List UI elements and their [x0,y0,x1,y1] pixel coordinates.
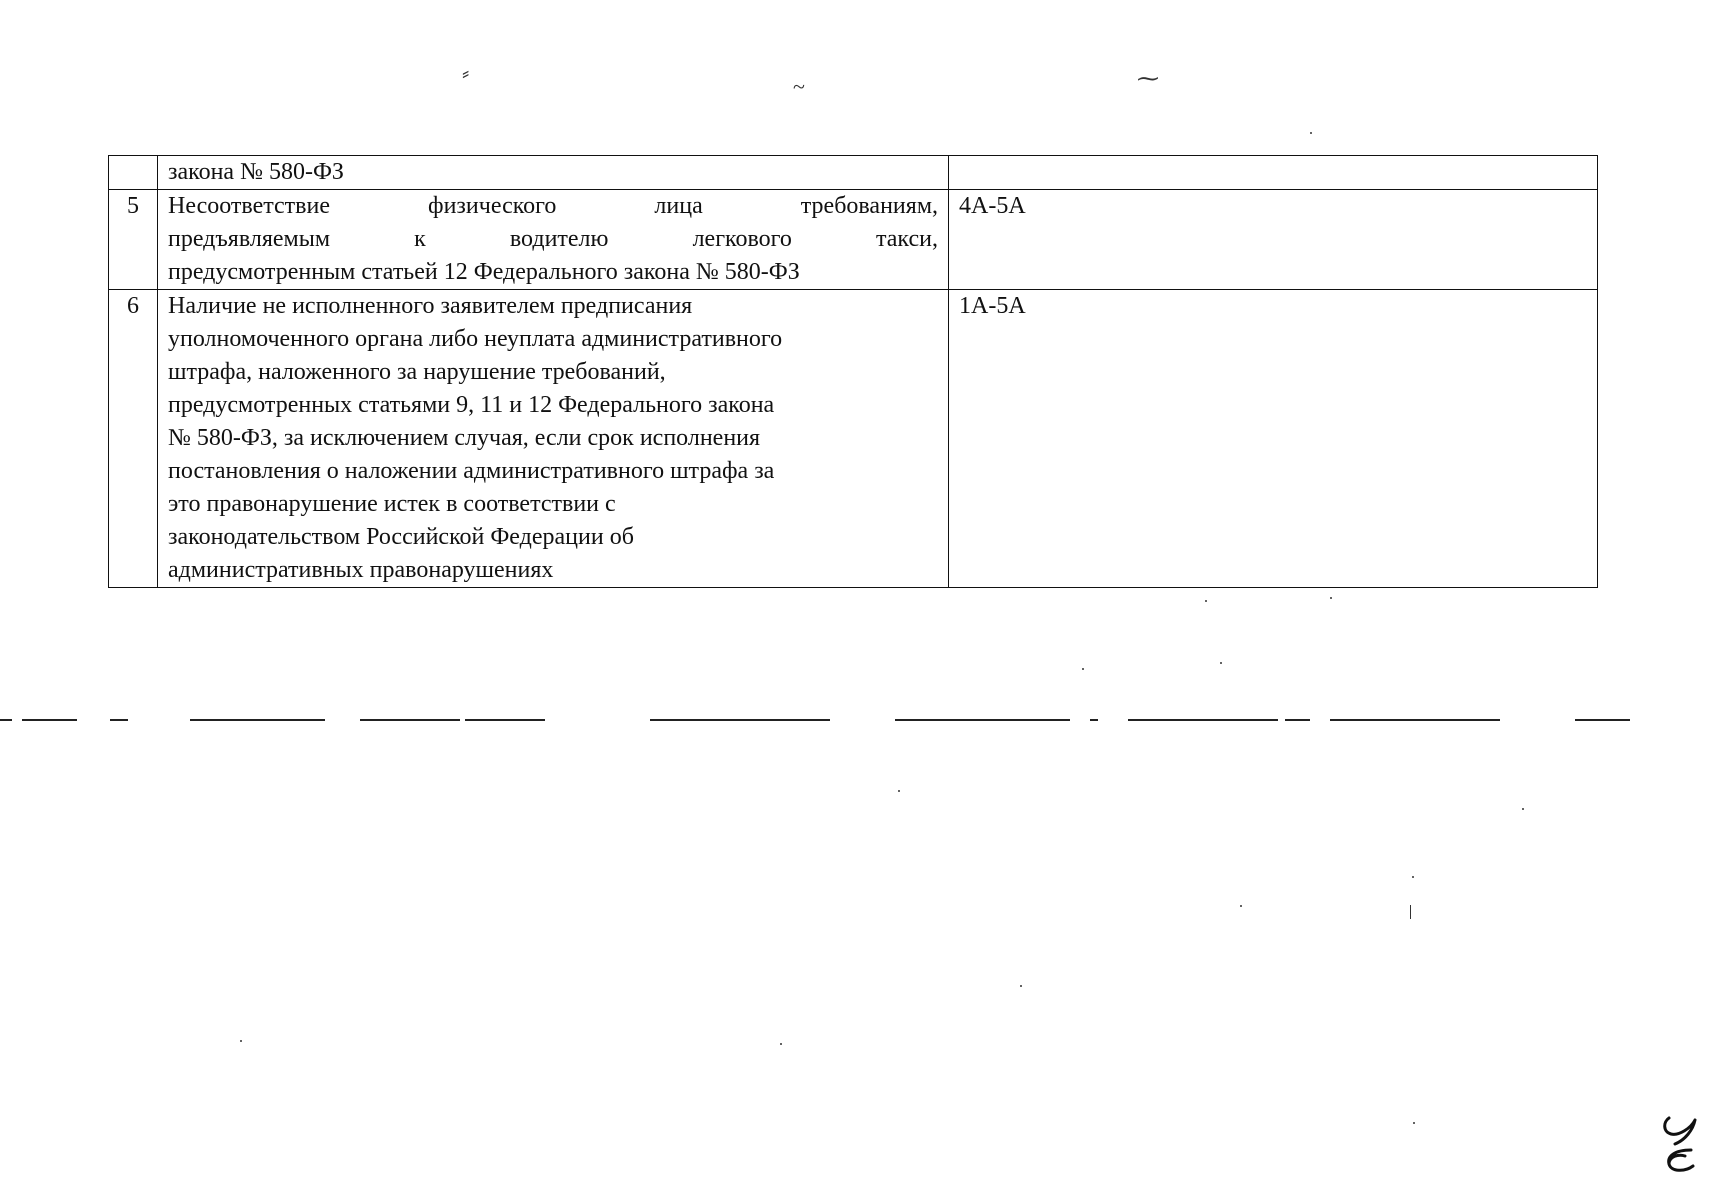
scan-mark: ⁓ [1137,66,1159,91]
row-number: 6 [109,290,158,588]
text-line: закона № 580-ФЗ [168,159,344,185]
scan-mark: ~ [793,74,805,99]
scan-speck [1412,876,1414,878]
scan-speck [1020,985,1022,987]
row-number [109,156,158,190]
scan-speck [1522,808,1524,810]
scan-speck [1240,905,1242,907]
row-number: 5 [109,190,158,290]
scan-speck [898,790,900,792]
row-code [949,156,1598,190]
scan-speck [1413,1122,1415,1124]
table-row [109,156,1598,190]
text-line: № 580-ФЗ, за исключением случая, если срок исполнения [168,425,761,451]
scan-speck [1410,905,1411,919]
scan-speck [1082,668,1084,670]
text-line: предъявляемым к водителю легкового такси, [168,226,938,252]
text-line: Несоответствие физического лица требованиям, [168,193,938,219]
separator-line [0,719,1640,721]
row-text [158,190,949,290]
scan-speck [240,1040,242,1042]
row-text [158,156,949,190]
row-code: 4А-5А [949,190,1598,290]
text-line: это правонарушение истек в соответствии с [168,491,616,517]
row-text [158,290,949,588]
table-row [109,290,1598,588]
table-row [109,190,1598,290]
scan-mark: ⸗ [462,60,470,85]
text-line: постановления о наложении административного штрафа за [168,458,775,484]
handwritten-page-number [1655,1110,1705,1180]
text-line: Наличие не исполненного заявителем предписания [168,293,693,319]
text-line: предусмотренных статьями 9, 11 и 12 Федерального закона [168,392,775,418]
scan-speck [1220,662,1222,664]
scan-speck [780,1043,782,1045]
row-code: 1А-5А [949,290,1598,588]
text-line: административных правонарушениях [168,557,554,583]
scan-speck [1310,132,1312,134]
text-line: уполномоченного органа либо неуплата административного [168,326,783,352]
scan-speck [1330,597,1332,599]
requirements-table [108,155,1598,588]
scan-speck [1205,600,1207,602]
text-line: предусмотренным статьей 12 Федерального закона № 580-ФЗ [168,259,800,285]
text-line: законодательством Российской Федерации об [168,524,634,550]
text-line: штрафа, наложенного за нарушение требований, [168,359,666,385]
